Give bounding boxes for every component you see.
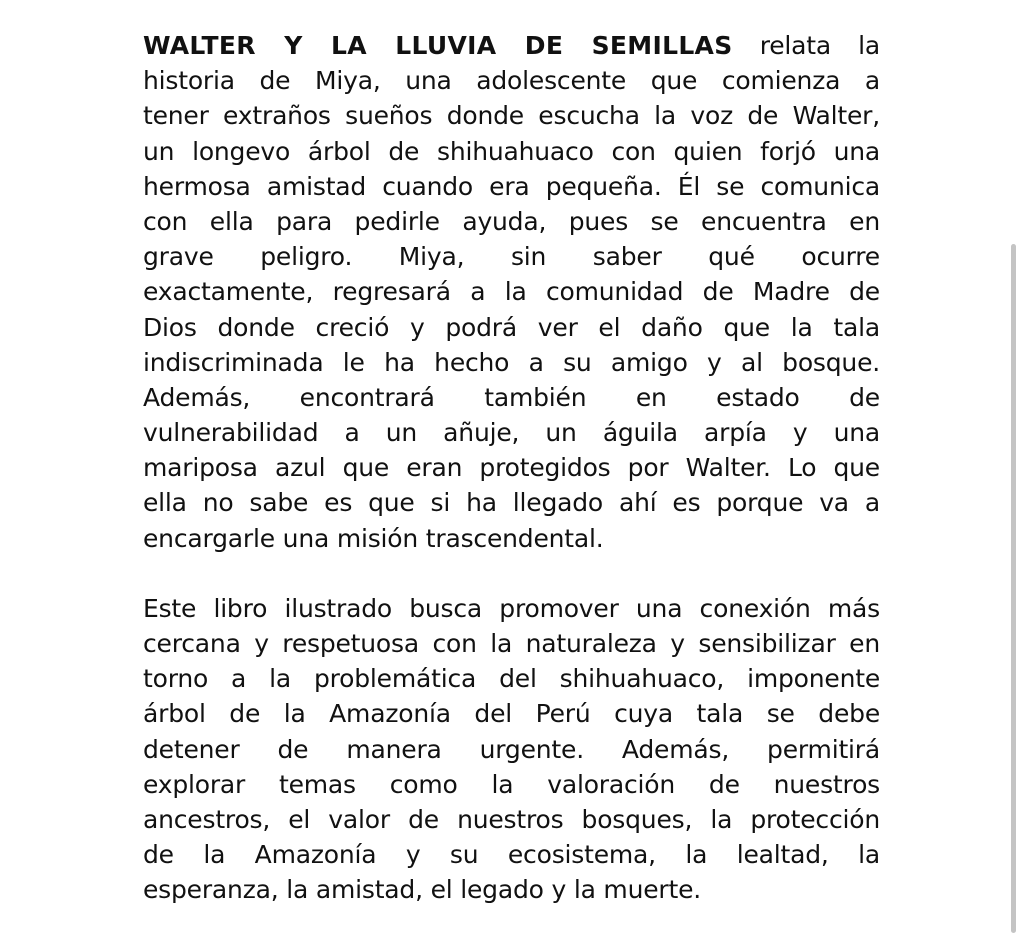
text-line: con ella para pedirle ayuda, pues se encuentra en — [143, 206, 880, 236]
text-fragment: relata la — [759, 31, 881, 60]
text-line: esperanza, la amistad, el legado y la muerte. — [143, 875, 702, 905]
text-line: ella no sabe es que si ha llegado ahí es porque va a — [143, 488, 880, 518]
text-line: Además, encontrará también en estado de — [143, 382, 880, 412]
text-line: vulnerabilidad a un añuje, un águila arpía y una — [143, 418, 880, 448]
paragraph-synopsis — [143, 28, 880, 556]
text-line: cercana y respetuosa con la naturaleza y sensibilizar en — [143, 629, 880, 658]
text-line: grave peligro. Miya, sin saber qué ocurre — [143, 242, 880, 272]
text-line: hermosa amistad cuando era pequeña. Él se comunica — [143, 171, 880, 201]
text-line: encargarle una misión trascendental. — [143, 523, 604, 553]
text-line: ancestros, el valor de nuestros bosques, la protección — [143, 804, 880, 834]
text-line: de la Amazonía y su ecosistema, la lealtad, la — [143, 840, 880, 870]
text-line: árbol de la Amazonía del Perú cuya tala se debe — [143, 699, 880, 729]
text-line: exactamente, regresará a la comunidad de Madre de — [143, 277, 880, 307]
text-line: un longevo árbol de shihuahuaco con quien forjó una — [143, 136, 880, 166]
paragraph-purpose — [143, 591, 880, 908]
text-line: explorar temas como la valoración de nuestros — [143, 769, 880, 799]
text-line: Dios donde creció y podrá ver el daño que la tala — [143, 312, 880, 342]
text-line: detener de manera urgente. Además, permitirá — [143, 734, 880, 764]
scrollbar-thumb[interactable] — [1011, 244, 1016, 933]
text-line: Este libro ilustrado busca promover una conexión más — [143, 593, 880, 623]
text-line: mariposa azul que eran protegidos por Walter. Lo que — [143, 453, 880, 483]
book-title: WALTER Y LA LLUVIA DE SEMILLAS — [143, 31, 733, 60]
text-line: historia de Miya, una adolescente que comienza a — [143, 66, 880, 96]
text-line: torno a la problemática del shihuahuaco, imponente — [143, 664, 880, 694]
text-line — [143, 28, 880, 63]
text-line: tener extraños sueños donde escucha la voz de Walter, — [143, 101, 880, 131]
document-text — [143, 28, 880, 908]
text-line: indiscriminada le ha hecho a su amigo y al bosque. — [143, 347, 880, 377]
